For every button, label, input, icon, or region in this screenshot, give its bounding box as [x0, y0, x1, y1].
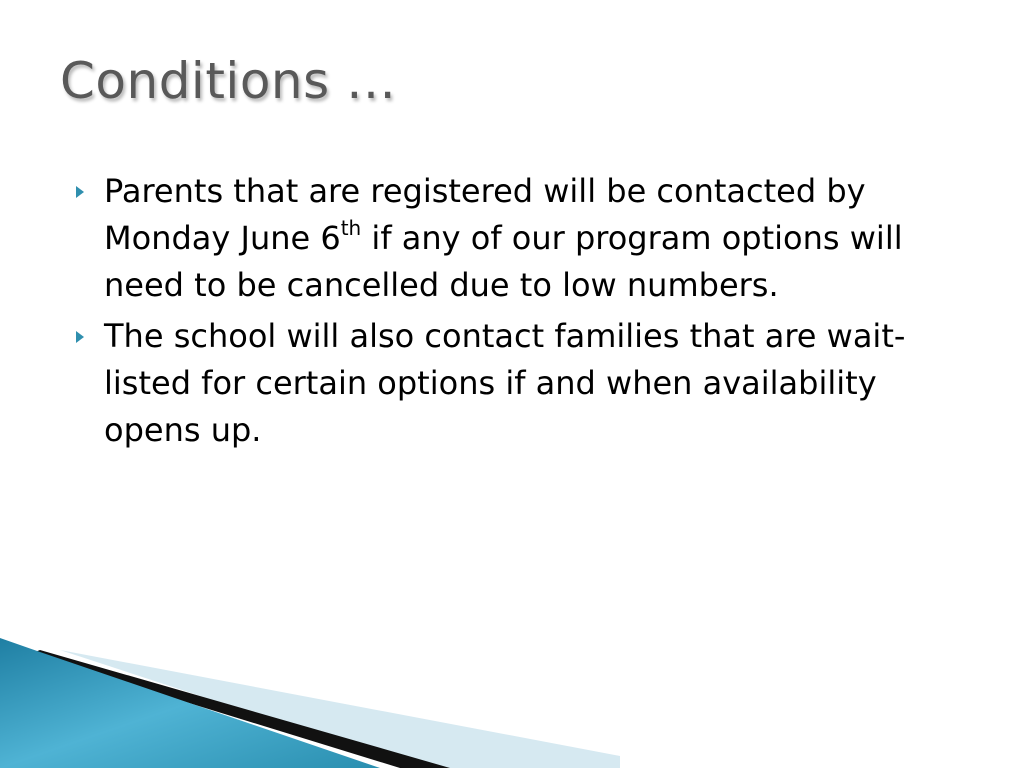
- bullet-text-part: if any of our program options will need to be cancelled due to low numbers.: [104, 219, 903, 304]
- triangle-bullet-icon: [76, 186, 84, 198]
- ordinal-suffix: th: [340, 216, 362, 241]
- triangle-bullet-icon: [76, 331, 84, 343]
- bullet-text-part: Parents that are registered will be contacted by Monday June 6: [104, 172, 866, 257]
- bullet-item: [76, 168, 956, 309]
- slide-title: Conditions …: [60, 52, 397, 110]
- corner-wave-decoration: [0, 638, 620, 768]
- bullet-item: [76, 313, 956, 454]
- bullet-text: The school will also contact families that are wait-listed for certain options if and when availability opens up.: [104, 317, 906, 449]
- bullet-list: [76, 168, 956, 458]
